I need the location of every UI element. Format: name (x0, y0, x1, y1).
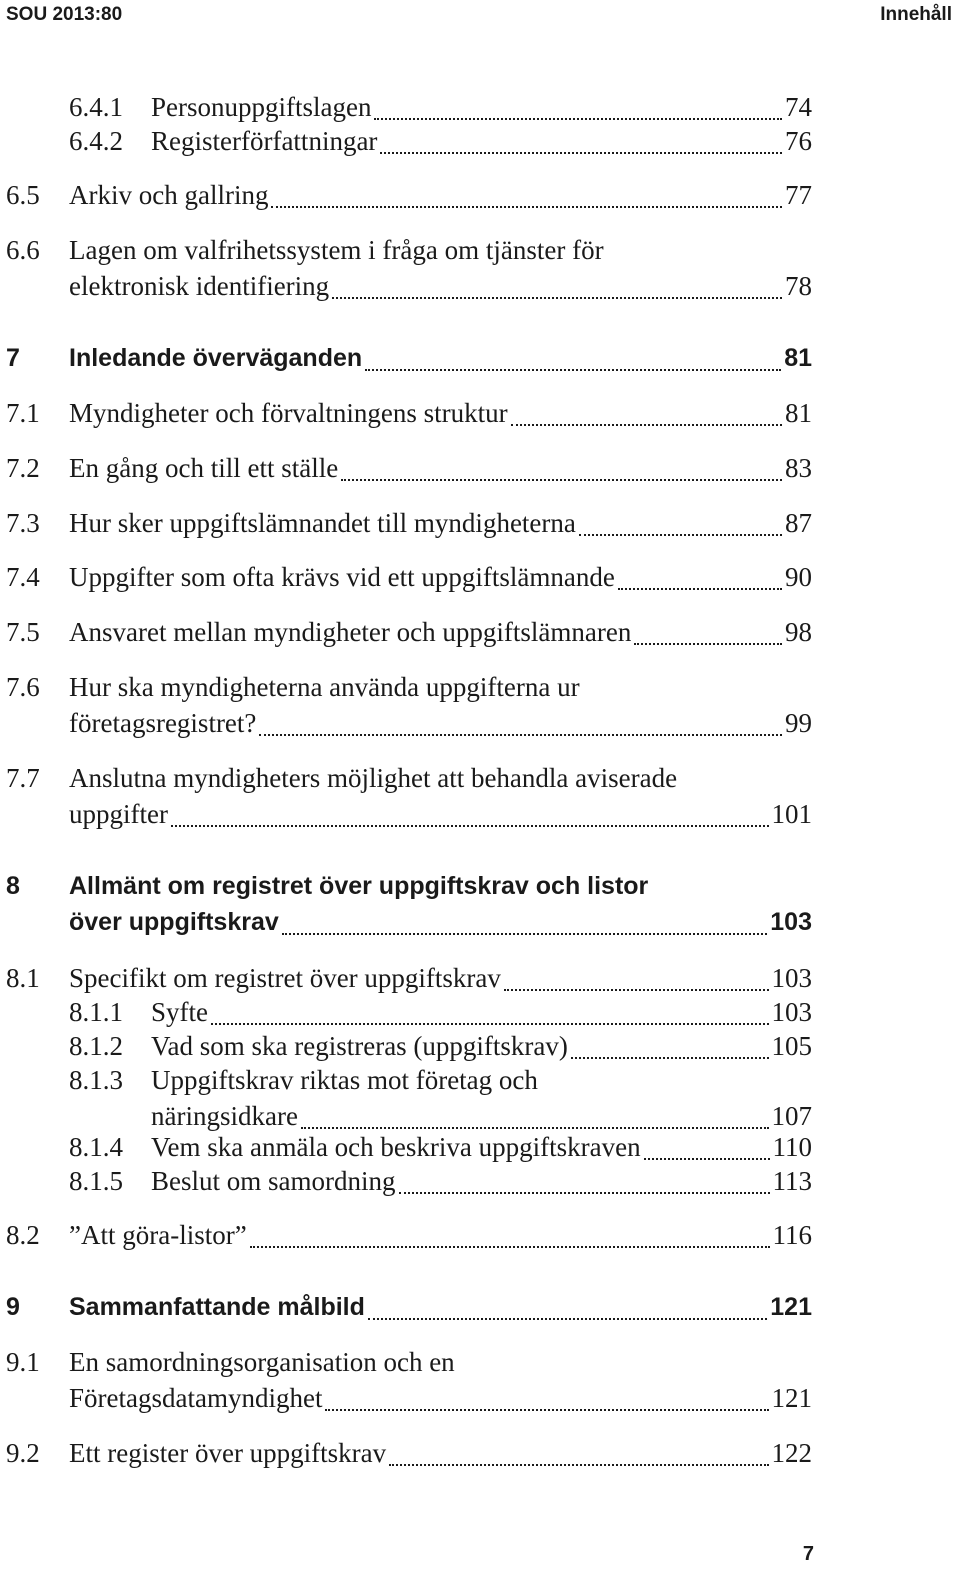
page-ref: 81 (785, 398, 812, 428)
toc-line (0, 1027, 960, 1065)
toc-line (0, 1379, 960, 1417)
toc-line (0, 504, 960, 542)
toc-line (0, 339, 960, 377)
page-ref: 110 (772, 1132, 812, 1162)
dot-leader (618, 588, 782, 590)
section-number: 8 (6, 872, 20, 900)
page-ref: 83 (785, 453, 812, 483)
page-ref: 101 (771, 799, 812, 829)
toc-line (0, 993, 960, 1031)
dot-leader (579, 534, 782, 536)
toc-line (0, 1128, 960, 1166)
page-ref: 121 (771, 1383, 812, 1413)
section-title: ”Att göra-listor” (69, 1220, 247, 1250)
section-title: Myndigheter och förvaltningens struktur (69, 398, 508, 428)
section-number: 9 (6, 1293, 20, 1321)
dot-leader (571, 1057, 769, 1059)
toc-line (0, 1343, 960, 1381)
section-title: Anslutna myndigheters möjlighet att behandla aviserade (69, 763, 678, 793)
toc-line (0, 267, 960, 305)
toc-line (0, 449, 960, 487)
page-ref: 107 (771, 1101, 812, 1131)
section-title: Beslut om samordning (151, 1166, 396, 1196)
dot-leader (259, 734, 782, 736)
dot-leader (389, 1464, 768, 1466)
toc-line (0, 231, 960, 269)
toc-line (0, 558, 960, 596)
section-number: 7 (6, 344, 20, 372)
toc-line (0, 959, 960, 997)
page-ref: 87 (785, 508, 812, 538)
toc-line (0, 759, 960, 797)
section-title: näringsidkare (151, 1101, 298, 1131)
section-title: Lagen om valfrihetssystem i fråga om tjänster för (69, 235, 604, 265)
section-title: Syfte (151, 997, 208, 1027)
section-number: 8.1 (6, 963, 40, 993)
toc-line (0, 668, 960, 706)
toc-line (0, 1061, 960, 1099)
section-title: Personuppgiftslagen (151, 92, 372, 122)
section-title: En samordningsorganisation och en (69, 1347, 455, 1377)
toc-line (0, 1434, 960, 1472)
dot-leader (634, 643, 782, 645)
section-number: 7.2 (6, 453, 40, 483)
section-title: Vem ska anmäla och beskriva uppgiftskraven (151, 1132, 641, 1162)
section-title: Ett register över uppgiftskrav (69, 1438, 387, 1468)
section-title: uppgifter (69, 799, 168, 829)
section-number: 7.5 (6, 617, 40, 647)
dot-leader (399, 1192, 770, 1194)
toc-line (0, 1162, 960, 1200)
dot-leader (250, 1246, 770, 1248)
section-number: 6.4.1 (69, 92, 123, 122)
section-number: 6.5 (6, 180, 40, 210)
dot-leader (171, 825, 769, 827)
section-number: 8.2 (6, 1220, 40, 1250)
section-title: Inledande överväganden (69, 344, 363, 372)
page-ref: 103 (771, 997, 812, 1027)
dot-leader (374, 118, 782, 120)
toc-line (0, 1288, 960, 1326)
toc-line (0, 795, 960, 833)
section-number: 8.1.3 (69, 1065, 123, 1095)
section-number: 6.4.2 (69, 126, 123, 156)
page-ref: 122 (771, 1438, 812, 1468)
dot-leader (271, 206, 782, 208)
toc-line (0, 704, 960, 742)
section-title: Sammanfattande målbild (69, 1293, 365, 1321)
section-title: Uppgiftskrav riktas mot företag och (151, 1065, 538, 1095)
section-title: Allmänt om registret över uppgiftskrav och listor (69, 872, 649, 900)
section-number: 7.6 (6, 672, 40, 702)
section-title: Ansvaret mellan myndigheter och uppgiftslämnaren (69, 617, 632, 647)
document-series: SOU 2013:80 (6, 4, 123, 25)
page-ref: 121 (770, 1293, 812, 1321)
section-title: Hur sker uppgiftslämnandet till myndigheterna (69, 508, 576, 538)
section-title: Hur ska myndigheterna använda uppgifterna ur (69, 672, 580, 702)
page-ref: 81 (784, 344, 812, 372)
section-title: Företagsdatamyndighet (69, 1383, 323, 1413)
section-title: Vad som ska registreras (uppgiftskrav) (151, 1031, 568, 1061)
section-title: Specifikt om registret över uppgiftskrav (69, 963, 501, 993)
section-title: Registerförfattningar (151, 126, 378, 156)
section-number: 7.7 (6, 763, 40, 793)
section-number: 9.2 (6, 1438, 40, 1468)
page-number: 7 (802, 1543, 814, 1565)
page-ref: 77 (785, 180, 812, 210)
section-title: över uppgiftskrav (69, 908, 279, 936)
dot-leader (644, 1158, 770, 1160)
section-number: 8.1.2 (69, 1031, 123, 1061)
dot-leader (211, 1023, 769, 1025)
section-number: 6.6 (6, 235, 40, 265)
section-number: 8.1.5 (69, 1166, 123, 1196)
dot-leader (325, 1409, 768, 1411)
page-ref: 113 (772, 1166, 812, 1196)
section-title: Innehåll (880, 4, 952, 25)
section-number: 8.1.1 (69, 997, 123, 1027)
toc-line (0, 613, 960, 651)
section-number: 7.3 (6, 508, 40, 538)
section-title: företagsregistret? (69, 708, 257, 738)
toc-line (0, 88, 960, 126)
toc-line (0, 1216, 960, 1254)
page-ref: 98 (785, 617, 812, 647)
page-ref: 103 (770, 908, 812, 936)
section-number: 8.1.4 (69, 1132, 123, 1162)
section-title: Uppgifter som ofta krävs vid ett uppgiftslämnande (69, 562, 615, 592)
toc-line (0, 394, 960, 432)
dot-leader (332, 297, 782, 299)
toc-line (0, 867, 960, 905)
dot-leader (282, 933, 768, 935)
section-title: En gång och till ett ställe (69, 453, 339, 483)
dot-leader (504, 989, 769, 991)
dot-leader (368, 1318, 767, 1320)
toc-line (0, 176, 960, 214)
section-title: elektronisk identifiering (69, 271, 330, 301)
toc-line (0, 122, 960, 160)
section-title: Arkiv och gallring (69, 180, 269, 210)
page-ref: 74 (785, 92, 812, 122)
section-number: 7.4 (6, 562, 40, 592)
dot-leader (365, 369, 781, 371)
section-number: 9.1 (6, 1347, 40, 1377)
page-ref: 90 (785, 562, 812, 592)
dot-leader (341, 479, 782, 481)
section-number: 7.1 (6, 398, 40, 428)
page-ref: 116 (772, 1220, 812, 1250)
page-ref: 78 (785, 271, 812, 301)
dot-leader (511, 424, 782, 426)
page-ref: 76 (785, 126, 812, 156)
page-ref: 103 (771, 963, 812, 993)
page-ref: 105 (771, 1031, 812, 1061)
page-ref: 99 (785, 708, 812, 738)
toc-line (0, 903, 960, 941)
dot-leader (380, 152, 782, 154)
